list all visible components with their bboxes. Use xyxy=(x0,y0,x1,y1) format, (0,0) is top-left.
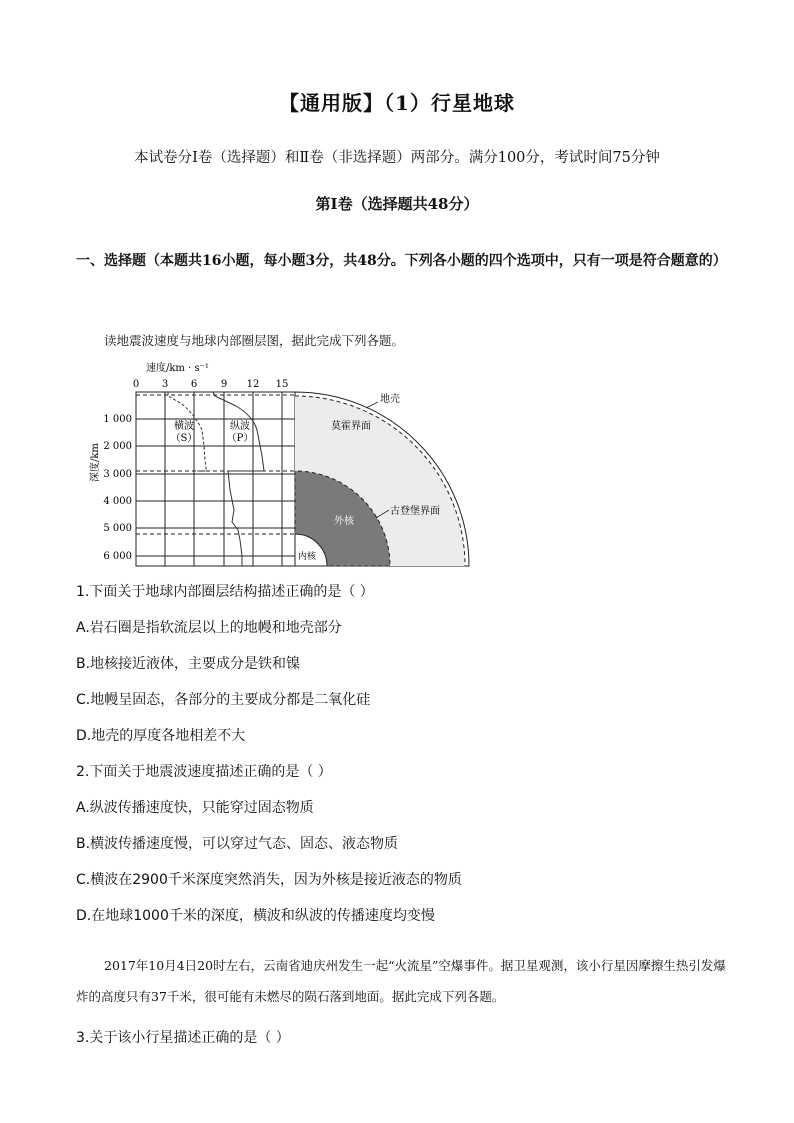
earth-cross-section xyxy=(295,392,469,566)
s-wave-code: （S） xyxy=(170,433,198,444)
crust-leader xyxy=(366,402,378,408)
depth-axis-label: 深度/km xyxy=(90,443,101,482)
question-1-option-d[interactable]: D.地壳的厚度各地相差不大 xyxy=(76,728,246,744)
p-wave-label: 纵波 xyxy=(230,421,250,432)
gutenberg-label: 古登堡界面 xyxy=(390,506,440,517)
depth-tick: 2 000 xyxy=(103,441,132,452)
figure-lead: 读地震波速度与地球内部圈层图，据此完成下列各题。 xyxy=(104,333,405,348)
depth-tick: 6 000 xyxy=(103,551,132,562)
s-wave-label: 横波 xyxy=(174,421,194,432)
p-wave-curve xyxy=(213,392,264,566)
depth-tick: 3 000 xyxy=(103,469,132,480)
passage-meteor: 2017年10月4日20时左右，云南省迪庆州发生一起“火流星”空爆事件。据卫星观测，该小行星因摩擦生热引发爆炸的高度只有37千米，很可能有未燃尽的陨石落到地面。据此完成下列各题。 xyxy=(76,958,726,1004)
question-1-option-a[interactable]: A.岩石圈是指软流层以上的地幔和地壳部分 xyxy=(76,620,342,636)
speed-tick: 15 xyxy=(275,379,289,390)
speed-tick: 12 xyxy=(246,379,260,390)
page-title: 【通用版】（1）行星地球 xyxy=(279,91,515,115)
depth-tick: 5 000 xyxy=(103,523,132,534)
depth-tick: 4 000 xyxy=(103,496,132,507)
crust-label: 地壳 xyxy=(380,394,400,405)
outer-core-label: 外核 xyxy=(334,516,354,527)
seismic-figure xyxy=(76,360,486,570)
question-2-stem: 2.下面关于地震波速度描述正确的是（ ） xyxy=(76,764,332,780)
question-2-option-a[interactable]: A.纵波传播速度快，只能穿过固态物质 xyxy=(76,800,314,816)
part-heading: 第Ⅰ卷（选择题共48分） xyxy=(315,195,479,213)
question-2-option-c[interactable]: C.横波在2900千米深度突然消失，因为外核是接近液态的物质 xyxy=(76,872,462,888)
moho-label: 莫霍界面 xyxy=(331,421,371,432)
inner-core-label: 内核 xyxy=(298,552,317,562)
speed-tick: 0 xyxy=(132,379,140,390)
question-1-option-c[interactable]: C.地幔呈固态，各部分的主要成分都是二氧化硅 xyxy=(76,692,371,708)
question-3-stem: 3.关于该小行星描述正确的是（ ） xyxy=(76,1030,290,1046)
speed-tick: 6 xyxy=(190,379,198,390)
speed-tick: 3 xyxy=(161,379,169,390)
exam-intro: 本试卷分Ⅰ卷（选择题）和Ⅱ卷（非选择题）两部分。满分100分，考试时间75分钟 xyxy=(134,150,660,166)
section-heading: 一、选择题（本题共16小题，每小题3分，共48分。下列各小题的四个选项中，只有一项是符合题意的） xyxy=(76,253,727,269)
speed-axis-label: 速度/km · s⁻¹ xyxy=(146,363,209,374)
question-2-option-b[interactable]: B.横波传播速度慢，可以穿过气态、固态、液态物质 xyxy=(76,836,399,852)
depth-tick: 1 000 xyxy=(103,414,132,425)
speed-tick: 9 xyxy=(220,379,228,390)
question-1-option-b[interactable]: B.地核接近液体，主要成分是铁和镍 xyxy=(76,656,301,672)
question-1-stem: 1.下面关于地球内部圈层结构描述正确的是（ ） xyxy=(76,584,374,600)
chart-grid xyxy=(136,392,295,566)
question-2-option-d[interactable]: D.在地球1000千米的深度，横波和纵波的传播速度均变慢 xyxy=(76,908,435,924)
p-wave-code: （P） xyxy=(226,433,254,444)
